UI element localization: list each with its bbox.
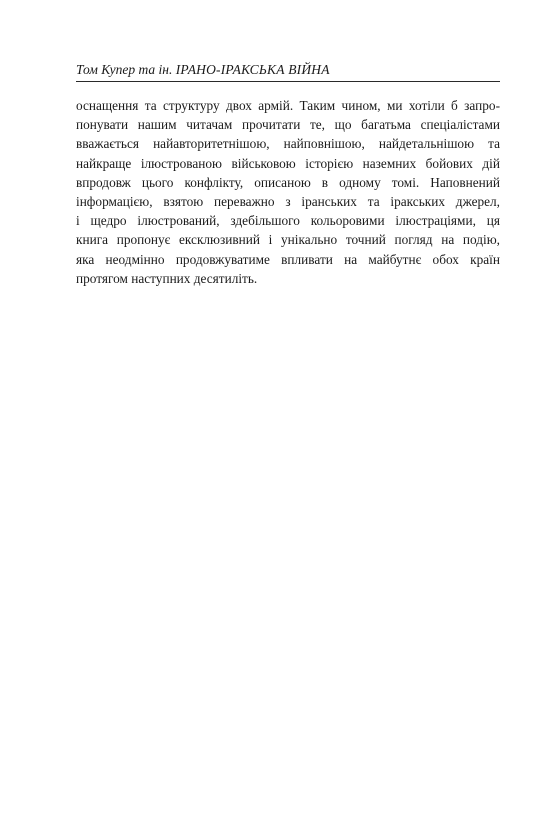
text-line: понувати нашим читачам прочитати те, що багатьма спеціалістами: [76, 117, 500, 133]
running-header: [76, 62, 500, 78]
text-line: яка неодмінно продовжуватиме впливати на майбутнє обох країн: [76, 251, 500, 267]
text-line: книга пропонує ексклюзивний і унікально точний погляд на подію,: [76, 232, 500, 248]
text-line: інформацією, взятою переважно з іранських та іракських джерел,: [76, 193, 500, 209]
body-paragraph: [76, 96, 500, 288]
text-line: і щедро ілюстрований, здебільшого кольоровими ілюстраціями, ця: [76, 213, 500, 229]
text-line: протягом наступних десятиліть.: [76, 270, 258, 286]
text-line: оснащення та структуру двох армій. Таким чином, ми хотіли б запро-: [76, 98, 500, 113]
header-authors: Том Купер та ін.: [76, 62, 173, 77]
header-title: ІРАНО-ІРАКСЬКА ВІЙНА: [175, 62, 330, 77]
text-line: найкраще ілюстрованою військовою історією наземних бойових дій: [76, 155, 500, 171]
text-line: вважається найавторитетнішою, найповнішою, найдетальнішою та: [76, 136, 500, 152]
text-line: впродовж цього конфлікту, описаною в одному томі. Наповнений: [76, 174, 500, 190]
header-rule: [76, 81, 500, 82]
